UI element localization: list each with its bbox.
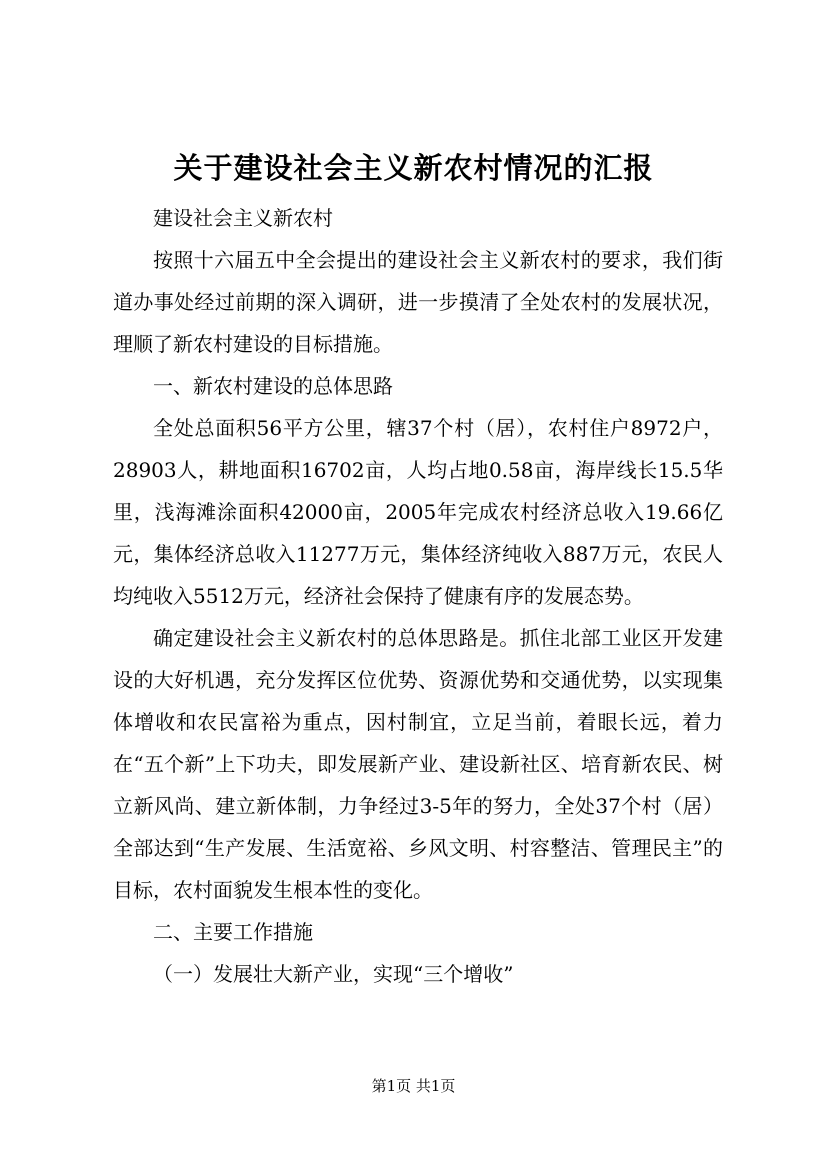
document-body [113,197,723,995]
subsection-heading-1: （一）发展壮大新产业，实现“三个增收” [153,962,514,986]
paragraph-intro: 按照十六届五中全会提出的建设社会主义新农村的要求，我们街道办事处经过前期的深入调研，进一步摸清了全处农村的发展状况，理顺了新农村建设的目标措施。 [113,248,723,356]
paragraph-approach: 确定建设社会主义新农村的总体思路是。抓住北部工业区开发建设的大好机遇，充分发挥区位优势、资源优势和交通优势，以实现集体增收和农民富裕为重点，因村制宜，立足当前，着眼长远，着力在“五个新”上下功夫，即发展新产业、建设新社区、培育新农民、树立新风尚、建立新体制，力争经过3-5年的努力，全处37个村（居）全部达到“生产发展、生活宽裕、乡风文明、村容整洁、管理民主”的目标，农村面貌发生根本性的变化。 [113,626,723,902]
section-heading-1: 一、新农村建设的总体思路 [153,374,393,398]
page-footer: 第1页 共1页 [371,1077,456,1095]
paragraph-overview: 全处总面积56平方公里，辖37个村（居），农村住户8972户，28903人，耕地面积16702亩，人均占地0.58亩，海岸线长15.5华里，浅海滩涂面积42000亩，2005年完成农村经济总收入19.66亿元，集体经济总收入11277万元，集体经济纯收入887万元，农民人均纯收入5512万元，经济社会保持了健康有序的发展态势。 [113,416,723,608]
paragraph-subtitle: 建设社会主义新农村 [153,206,333,230]
document-title: 关于建设社会主义新农村情况的汇报 [173,151,654,185]
section-heading-2: 二、主要工作措施 [153,920,313,944]
